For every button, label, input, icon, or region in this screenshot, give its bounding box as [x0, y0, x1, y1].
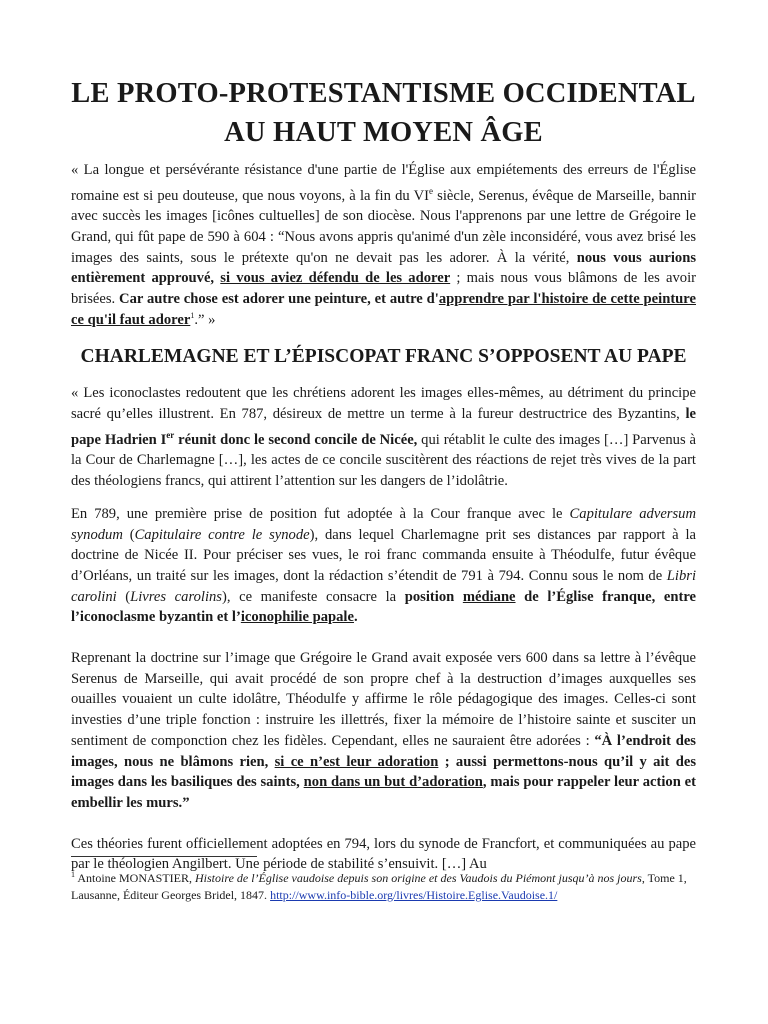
page-title: [71, 74, 696, 152]
paragraph-4: Ces théories furent officiellement adoptées en 794, lors du synode de Francfort, et communiquées au pape par le théologien Angilbert. Une période de stabilité s’ensuivit. […] Au: [71, 835, 696, 873]
paragraph-1: « Les iconoclastes redoutent que les chrétiens adorent les images elles-mêmes, au détriment du principe sacré qu’elles illustrent. En 787, désireux de mettre un terme à la fureur destructrice des Byzantins, le pape Hadrien Ier réunit donc le second concile de Nicée, qui rétablit le culte des images […] Parvenus à la Cour de Charlemagne […], les actes de ce concile suscitèrent des réactions de rejet très vives de la part des théologiens francs, qui attirent l’attention sur les dangers de l’idolâtrie.: [71, 385, 696, 490]
footnote-link[interactable]: http://www.info-bible.org/livres/Histoire.Eglise.Vaudoise.1/: [270, 888, 558, 902]
footnote: $^1$ Antoine MONASTIER, Histoire de l’Église vaudoise depuis son origine et des Vaudois du Piémont jusqu’à nos jours, Tome 1, Lausanne, Éditeur Georges Bridel, 1847. http://www.info-bible.org/livres/Histoire.Eglise.Vaudoise.1/: [71, 870, 687, 902]
footnote-divider: [71, 856, 257, 857]
paragraph-2: En 789, une première prise de position fut adoptée à la Cour franque avec le Capitulare adversum synodum (Capitulaire contre le synode), dans lequel Charlemagne prit ses distances par rapport à la doctrine de Nicée II. Pour préciser ses vues, le roi franc commanda ensuite à Théodulfe, futur évêque d’Orléans, un traité sur les images, dont la rédaction s’étendit de 791 à 794. Connu sous le nom de Libri carolini (Livres carolins), ce manifeste consacre la position médiane de l’Église franque, entre l’iconoclasme byzantin et l’iconophilie papale.: [71, 505, 697, 626]
paragraph-3: Reprenant la doctrine sur l’image que Grégoire le Grand avait exposée vers 600 dans sa lettre à l’évêque Serenus de Marseille, qui avait procédé de son propre chef à la destruction d’images auxquelles ses ouailles vouaient un culte idolâtre, Théodulfe y affirme le rôle pédagogique des images. Celles-ci sont investies d’une triple fonction : instruire les illettrés, fixer la mémoire de l’histoire sainte et susciter un sentiment de componction chez les fidèles. Cependant, elles ne sauraient être adorées : “À l’endroit des images, nous ne blâmons rien, si ce n’est leur adoration ; aussi permettons-nous qu’il y ait des images dans les basiliques des saints, non dans un but d’adoration, mais pour rappeler leur action et embellir les murs.”: [71, 650, 697, 811]
footnote-reference[interactable]: 1: [190, 310, 195, 320]
footnote-mark: 1: [71, 870, 75, 879]
quote-paragraph: « La longue et persévérante résistance d'une partie de l'Église aux empiétements des erreurs de l'Église romaine est si peu douteuse, que nous voyons, à la fin du VIe siècle, Serenus, évêque de Marseille, bannir avec succès les images [icônes cultuelles] de son diocèse. Nous l'apprenons par une lettre de Grégoire le Grand, qui fût pape de 590 à 604 : “Nous avons appris qu'animé d'un zèle inconsidéré, vous avez brisé les images des saints, sous le prétexte qu'on ne devait pas les adorer. À la vérité, nous vous aurions entièrement approuvé, si vous aviez défendu de les adorer ; mais nous vous blâmons de les avoir brisées. Car autre chose est adorer une peinture, et autre d'apprendre par l'histoire de cette peinture ce qu'il faut adorer$^1$.” »: [71, 162, 697, 328]
section-heading: CHARLEMAGNE ET L’ÉPISCOPAT FRANC S’OPPOSENT AU PAPE: [80, 346, 687, 368]
title-line-1: LE PROTO-PROTESTANTISME OCCIDENTAL: [71, 78, 696, 109]
title-line-2: AU HAUT MOYEN ÂGE: [224, 117, 543, 148]
